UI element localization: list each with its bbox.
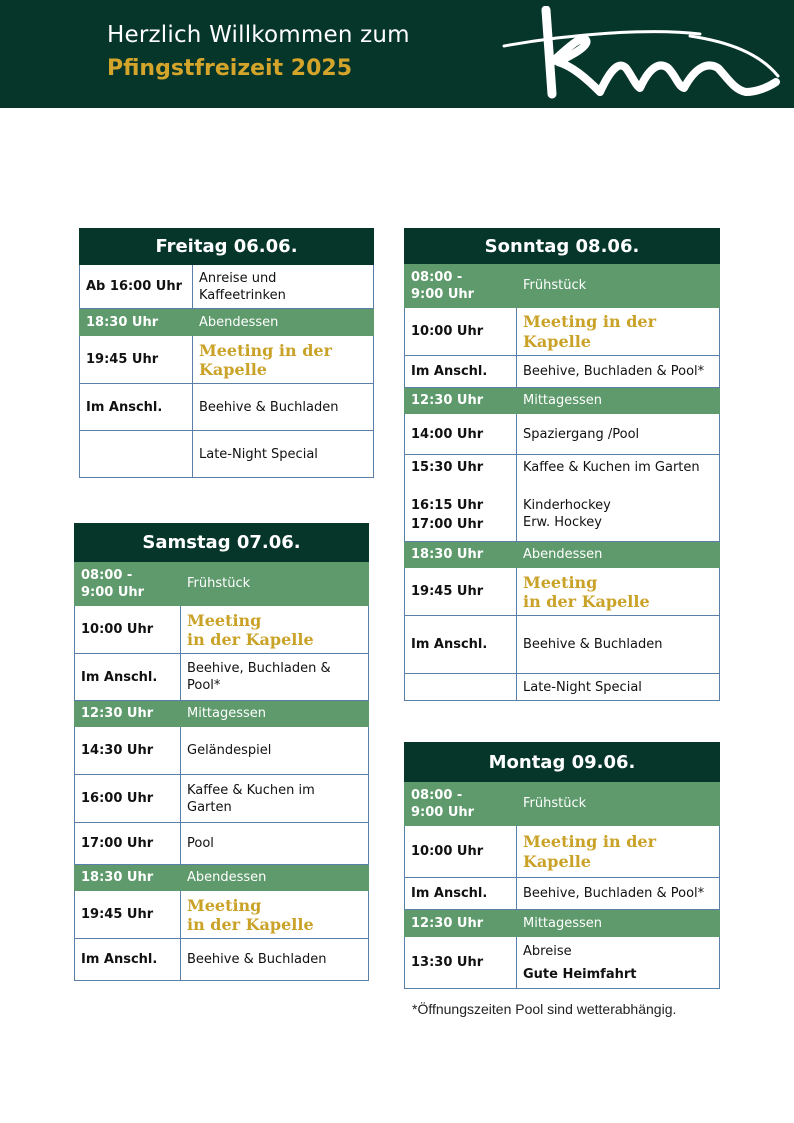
day-title: Freitag 06.06. — [80, 229, 374, 265]
activity-line: Abreise — [523, 943, 572, 959]
activity-cell: Frühstück — [517, 782, 720, 826]
time-line: 08:00 - — [81, 567, 133, 583]
schedule-montag — [404, 742, 720, 989]
schedule-freitag — [79, 228, 374, 478]
time-line: 16:15 Uhr — [411, 498, 484, 513]
time-line: 17:00 Uhr — [411, 517, 484, 532]
time-cell: 12:30 Uhr — [405, 910, 517, 937]
time-cell: Im Anschl. — [405, 356, 517, 388]
activity-cell — [517, 308, 720, 356]
activity-cell: Late-Night Special — [193, 431, 374, 478]
activity-cell — [181, 891, 369, 939]
event-title: Pfingstfreizeit 2025 — [107, 56, 353, 81]
activity-cell: Beehive, Buchladen & Pool* — [181, 654, 369, 701]
meeting-line: Kapelle — [199, 359, 267, 379]
time-cell: Im Anschl. — [80, 384, 193, 431]
time-cell — [405, 455, 517, 542]
meeting-line: Meeting in der Kapelle — [523, 311, 657, 351]
time-cell — [75, 562, 181, 606]
activity-cell — [181, 606, 369, 654]
time-cell: 19:45 Uhr — [80, 336, 193, 384]
time-cell: 17:00 Uhr — [75, 823, 181, 865]
activity-line: Erw. Hockey — [523, 515, 602, 530]
time-cell: 10:00 Uhr — [405, 826, 517, 878]
day-title: Montag 09.06. — [405, 743, 720, 782]
time-cell: 10:00 Uhr — [75, 606, 181, 654]
time-cell: 13:30 Uhr — [405, 937, 517, 989]
footnote: *Öffnungszeiten Pool sind wetterabhängig. — [412, 1001, 677, 1017]
time-line: 9:00 Uhr — [411, 804, 475, 820]
activity-cell: Geländespiel — [181, 727, 369, 775]
time-line: 08:00 - — [411, 269, 463, 285]
activity-cell: Frühstück — [517, 264, 720, 308]
activity-cell: Beehive, Buchladen & Pool* — [517, 878, 720, 910]
activity-cell: Pool — [181, 823, 369, 865]
activity-cell — [193, 265, 374, 309]
day-title: Sonntag 08.06. — [405, 229, 720, 264]
time-cell: 14:00 Uhr — [405, 414, 517, 455]
time-cell — [80, 431, 193, 478]
activity-cell: Beehive, Buchladen & Pool* — [517, 356, 720, 388]
time-cell: 19:45 Uhr — [405, 568, 517, 616]
activity-line: Anreise und — [199, 270, 277, 286]
activity-cell: Beehive & Buchladen — [181, 939, 369, 981]
activity-line: Kaffee & Kuchen im Garten — [523, 460, 700, 475]
time-cell: 18:30 Uhr — [405, 542, 517, 568]
time-cell: 14:30 Uhr — [75, 727, 181, 775]
time-cell: 12:30 Uhr — [75, 701, 181, 727]
activity-cell: Spaziergang /Pool — [517, 414, 720, 455]
activity-cell — [193, 336, 374, 384]
activity-cell: Kaffee & Kuchen im Garten — [181, 775, 369, 823]
meeting-line: Meeting — [187, 610, 262, 630]
time-cell: Im Anschl. — [405, 878, 517, 910]
meeting-line: Meeting — [523, 572, 598, 592]
km-logo-icon — [500, 6, 782, 102]
time-cell: Im Anschl. — [75, 939, 181, 981]
time-cell: 10:00 Uhr — [405, 308, 517, 356]
time-cell: 16:00 Uhr — [75, 775, 181, 823]
meeting-line: Meeting in der Kapelle — [523, 831, 657, 871]
meeting-line: Meeting — [187, 895, 262, 915]
meeting-line: in der Kapelle — [187, 629, 314, 649]
activity-cell — [517, 826, 720, 878]
time-line: 08:00 - — [411, 787, 463, 803]
time-cell — [405, 782, 517, 826]
meeting-line: in der Kapelle — [523, 591, 650, 611]
time-cell: Ab 16:00 Uhr — [80, 265, 193, 309]
activity-cell: Mittagessen — [181, 701, 369, 727]
day-title: Samstag 07.06. — [75, 524, 369, 562]
time-line: 15:30 Uhr — [411, 460, 484, 475]
activity-cell — [517, 568, 720, 616]
activity-line: Kinderhockey — [523, 498, 611, 513]
schedule-sonntag — [404, 228, 720, 701]
welcome-text: Herzlich Willkommen zum — [107, 22, 410, 48]
activity-cell: Abendessen — [193, 309, 374, 336]
activity-cell: Abendessen — [517, 542, 720, 568]
activity-line: Gute Heimfahrt — [523, 966, 637, 982]
activity-cell: Beehive & Buchladen — [517, 616, 720, 674]
time-cell: 18:30 Uhr — [75, 865, 181, 891]
activity-cell: Beehive & Buchladen — [193, 384, 374, 431]
time-cell: Im Anschl. — [405, 616, 517, 674]
time-cell — [405, 674, 517, 701]
time-cell: 19:45 Uhr — [75, 891, 181, 939]
meeting-line: in der Kapelle — [187, 914, 314, 934]
time-cell: 18:30 Uhr — [80, 309, 193, 336]
activity-cell: Late-Night Special — [517, 674, 720, 701]
time-cell: 12:30 Uhr — [405, 388, 517, 414]
activity-cell — [517, 455, 720, 542]
activity-cell: Mittagessen — [517, 388, 720, 414]
time-cell — [405, 264, 517, 308]
activity-cell: Frühstück — [181, 562, 369, 606]
time-line: 9:00 Uhr — [411, 286, 475, 302]
time-cell: Im Anschl. — [75, 654, 181, 701]
schedule-samstag — [74, 523, 369, 981]
time-line: 9:00 Uhr — [81, 584, 145, 600]
activity-line: Kaffeetrinken — [199, 287, 286, 303]
header-banner — [0, 0, 794, 108]
activity-cell: Mittagessen — [517, 910, 720, 937]
activity-cell — [517, 937, 720, 989]
meeting-line: Meeting in der — [199, 340, 333, 360]
activity-cell: Abendessen — [181, 865, 369, 891]
